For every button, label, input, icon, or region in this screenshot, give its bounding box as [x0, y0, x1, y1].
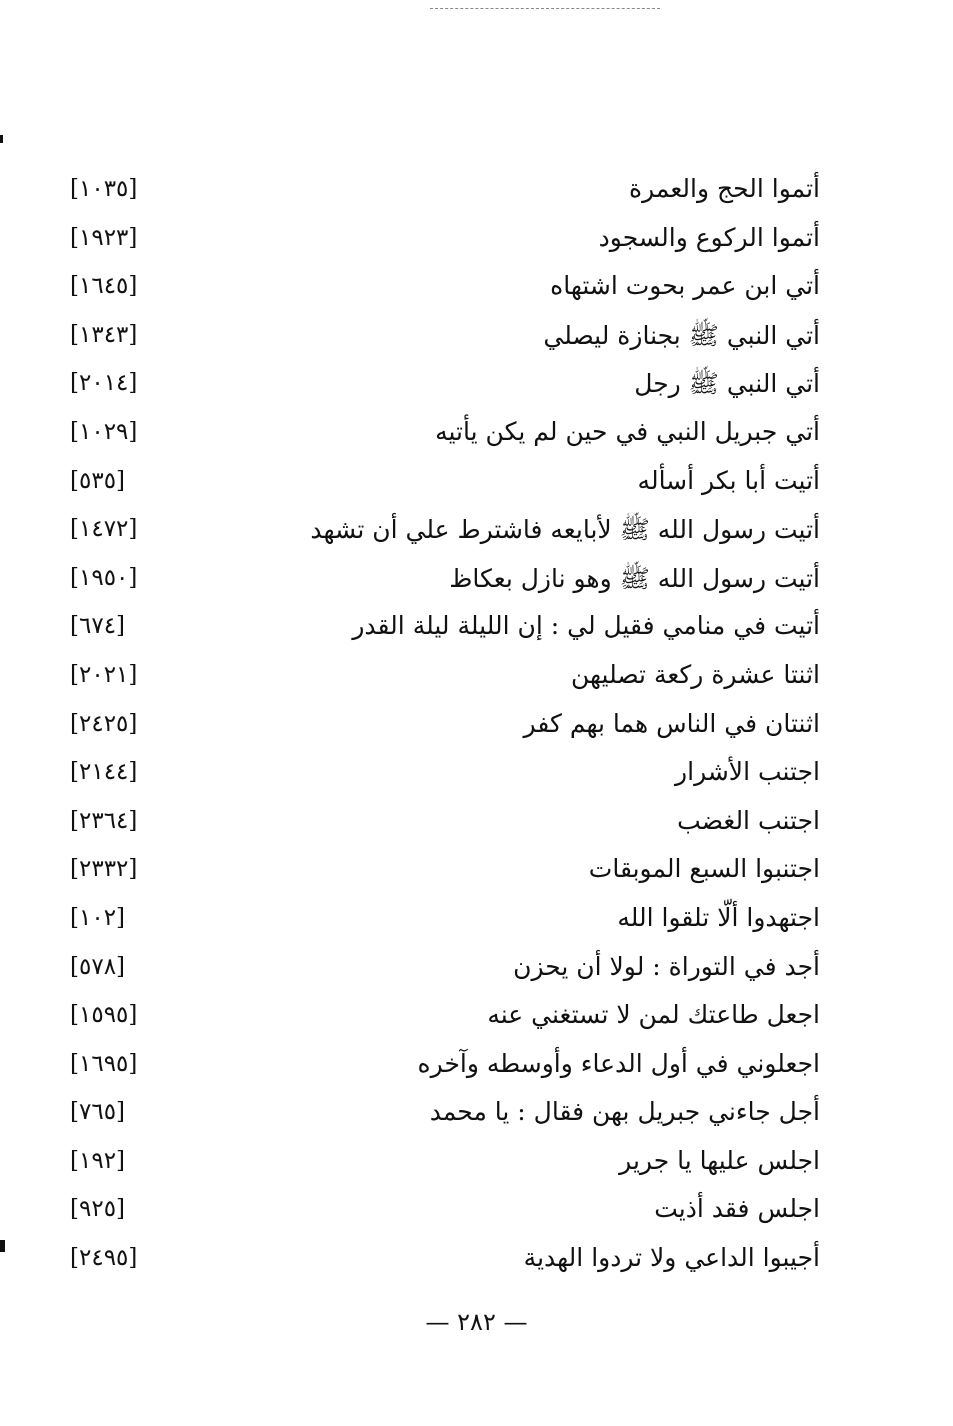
- list-item: [70, 705, 820, 754]
- list-item: [70, 267, 820, 316]
- list-item: [70, 170, 820, 219]
- entry-text: اجلس فقد أذيت: [654, 1194, 820, 1224]
- entry-text: أتي النبي ﷺ رجل: [634, 369, 820, 399]
- list-item: [70, 899, 820, 948]
- entry-reference: [٧٦٥]: [70, 1099, 126, 1126]
- page-number: — ٢٨٢ —: [425, 1308, 528, 1336]
- entry-reference: [٢٣٣٢]: [70, 856, 138, 883]
- list-item: [70, 219, 820, 268]
- list-item: [70, 1142, 820, 1191]
- entry-text: اجتنب الغضب: [677, 805, 820, 835]
- entry-text: أتموا الركوع والسجود: [598, 222, 820, 252]
- entry-text: اثنتان في الناس هما بهم كفر: [523, 708, 820, 738]
- entry-reference: [١٠٢]: [70, 904, 126, 931]
- entry-text: أتيت رسول الله ﷺ لأبايعه فاشترط علي أن تشهد: [310, 515, 820, 545]
- entry-text: اجتهدوا ألّا تلقوا الله: [617, 902, 820, 932]
- entry-text: أتي النبي ﷺ بجنازة ليصلي: [543, 320, 820, 350]
- list-item: [70, 1045, 820, 1094]
- entry-text: اجتنب الأشرار: [675, 757, 820, 787]
- entry-text: اجلس عليها يا جرير: [619, 1145, 820, 1175]
- entry-reference: [٢٤٩٥]: [70, 1245, 138, 1272]
- list-item: [70, 462, 820, 511]
- entry-reference: [٢٣٦٤]: [70, 807, 138, 834]
- list-item: [70, 948, 820, 997]
- list-item: [70, 316, 820, 365]
- list-item: [70, 364, 820, 413]
- list-item: [70, 559, 820, 608]
- entry-reference: [٩٢٥]: [70, 1196, 126, 1223]
- index-list: [70, 170, 820, 1288]
- entry-reference: [١٤٧٢]: [70, 516, 138, 543]
- entry-reference: [٢١٤٤]: [70, 759, 138, 786]
- entry-reference: [٢٠١٤]: [70, 370, 138, 397]
- entry-reference: [٢٤٢٥]: [70, 710, 138, 737]
- entry-reference: [١٩٥٠]: [70, 564, 138, 591]
- list-item: [70, 802, 820, 851]
- list-item: [70, 413, 820, 462]
- entry-reference: [١٥٩٥]: [70, 1002, 138, 1029]
- entry-text: أتي ابن عمر بحوت اشتهاه: [550, 271, 820, 301]
- entry-reference: [١٦٤٥]: [70, 273, 138, 300]
- entry-reference: [١٦٩٥]: [70, 1050, 138, 1077]
- top-rule: [430, 8, 660, 9]
- entry-text: أتموا الحج والعمرة: [629, 174, 820, 203]
- entry-text: أتيت في منامي فقيل لي : إن الليلة ليلة القدر: [352, 611, 820, 641]
- entry-text: اجعلوني في أول الدعاء وأوسطه وآخره: [417, 1048, 820, 1078]
- entry-text: أجل جاءني جبريل بهن فقال : يا محمد: [429, 1097, 820, 1127]
- list-item: [70, 850, 820, 899]
- entry-text: أتي جبريل النبي في حين لم يكن يأتيه: [435, 416, 820, 446]
- entry-reference: [١٠٢٩]: [70, 418, 138, 445]
- entry-text: أتيت رسول الله ﷺ وهو نازل بعكاظ: [449, 563, 820, 593]
- list-item: [70, 656, 820, 705]
- entry-reference: [١٠٣٥]: [70, 176, 138, 202]
- list-item: [70, 753, 820, 802]
- entry-text: اجعل طاعتك لمن لا تستغني عنه: [487, 1000, 820, 1030]
- list-item: [70, 1239, 820, 1288]
- edge-mark: [0, 1240, 5, 1252]
- entry-text: أجد في التوراة : لولا أن يحزن: [513, 951, 820, 981]
- list-item: [70, 1190, 820, 1239]
- entry-text: أتيت أبا بكر أسأله: [637, 465, 820, 495]
- entry-reference: [٥٣٥]: [70, 467, 126, 494]
- entry-reference: [٦٧٤]: [70, 613, 126, 640]
- list-item: [70, 510, 820, 559]
- list-item: [70, 1093, 820, 1142]
- entry-reference: [٥٧٨]: [70, 953, 126, 980]
- entry-text: اثنتا عشرة ركعة تصليهن: [570, 659, 820, 689]
- entry-reference: [١٩٢٣]: [70, 224, 138, 251]
- list-item: [70, 607, 820, 656]
- entry-text: أجيبوا الداعي ولا تردوا الهدية: [523, 1243, 820, 1273]
- entry-reference: [٢٠٢١]: [70, 661, 138, 688]
- entry-reference: [١٩٢]: [70, 1147, 126, 1174]
- list-item: [70, 996, 820, 1045]
- entry-text: اجتنبوا السبع الموبقات: [588, 854, 820, 884]
- edge-mark: [0, 135, 3, 143]
- entry-reference: [١٣٤٣]: [70, 321, 138, 348]
